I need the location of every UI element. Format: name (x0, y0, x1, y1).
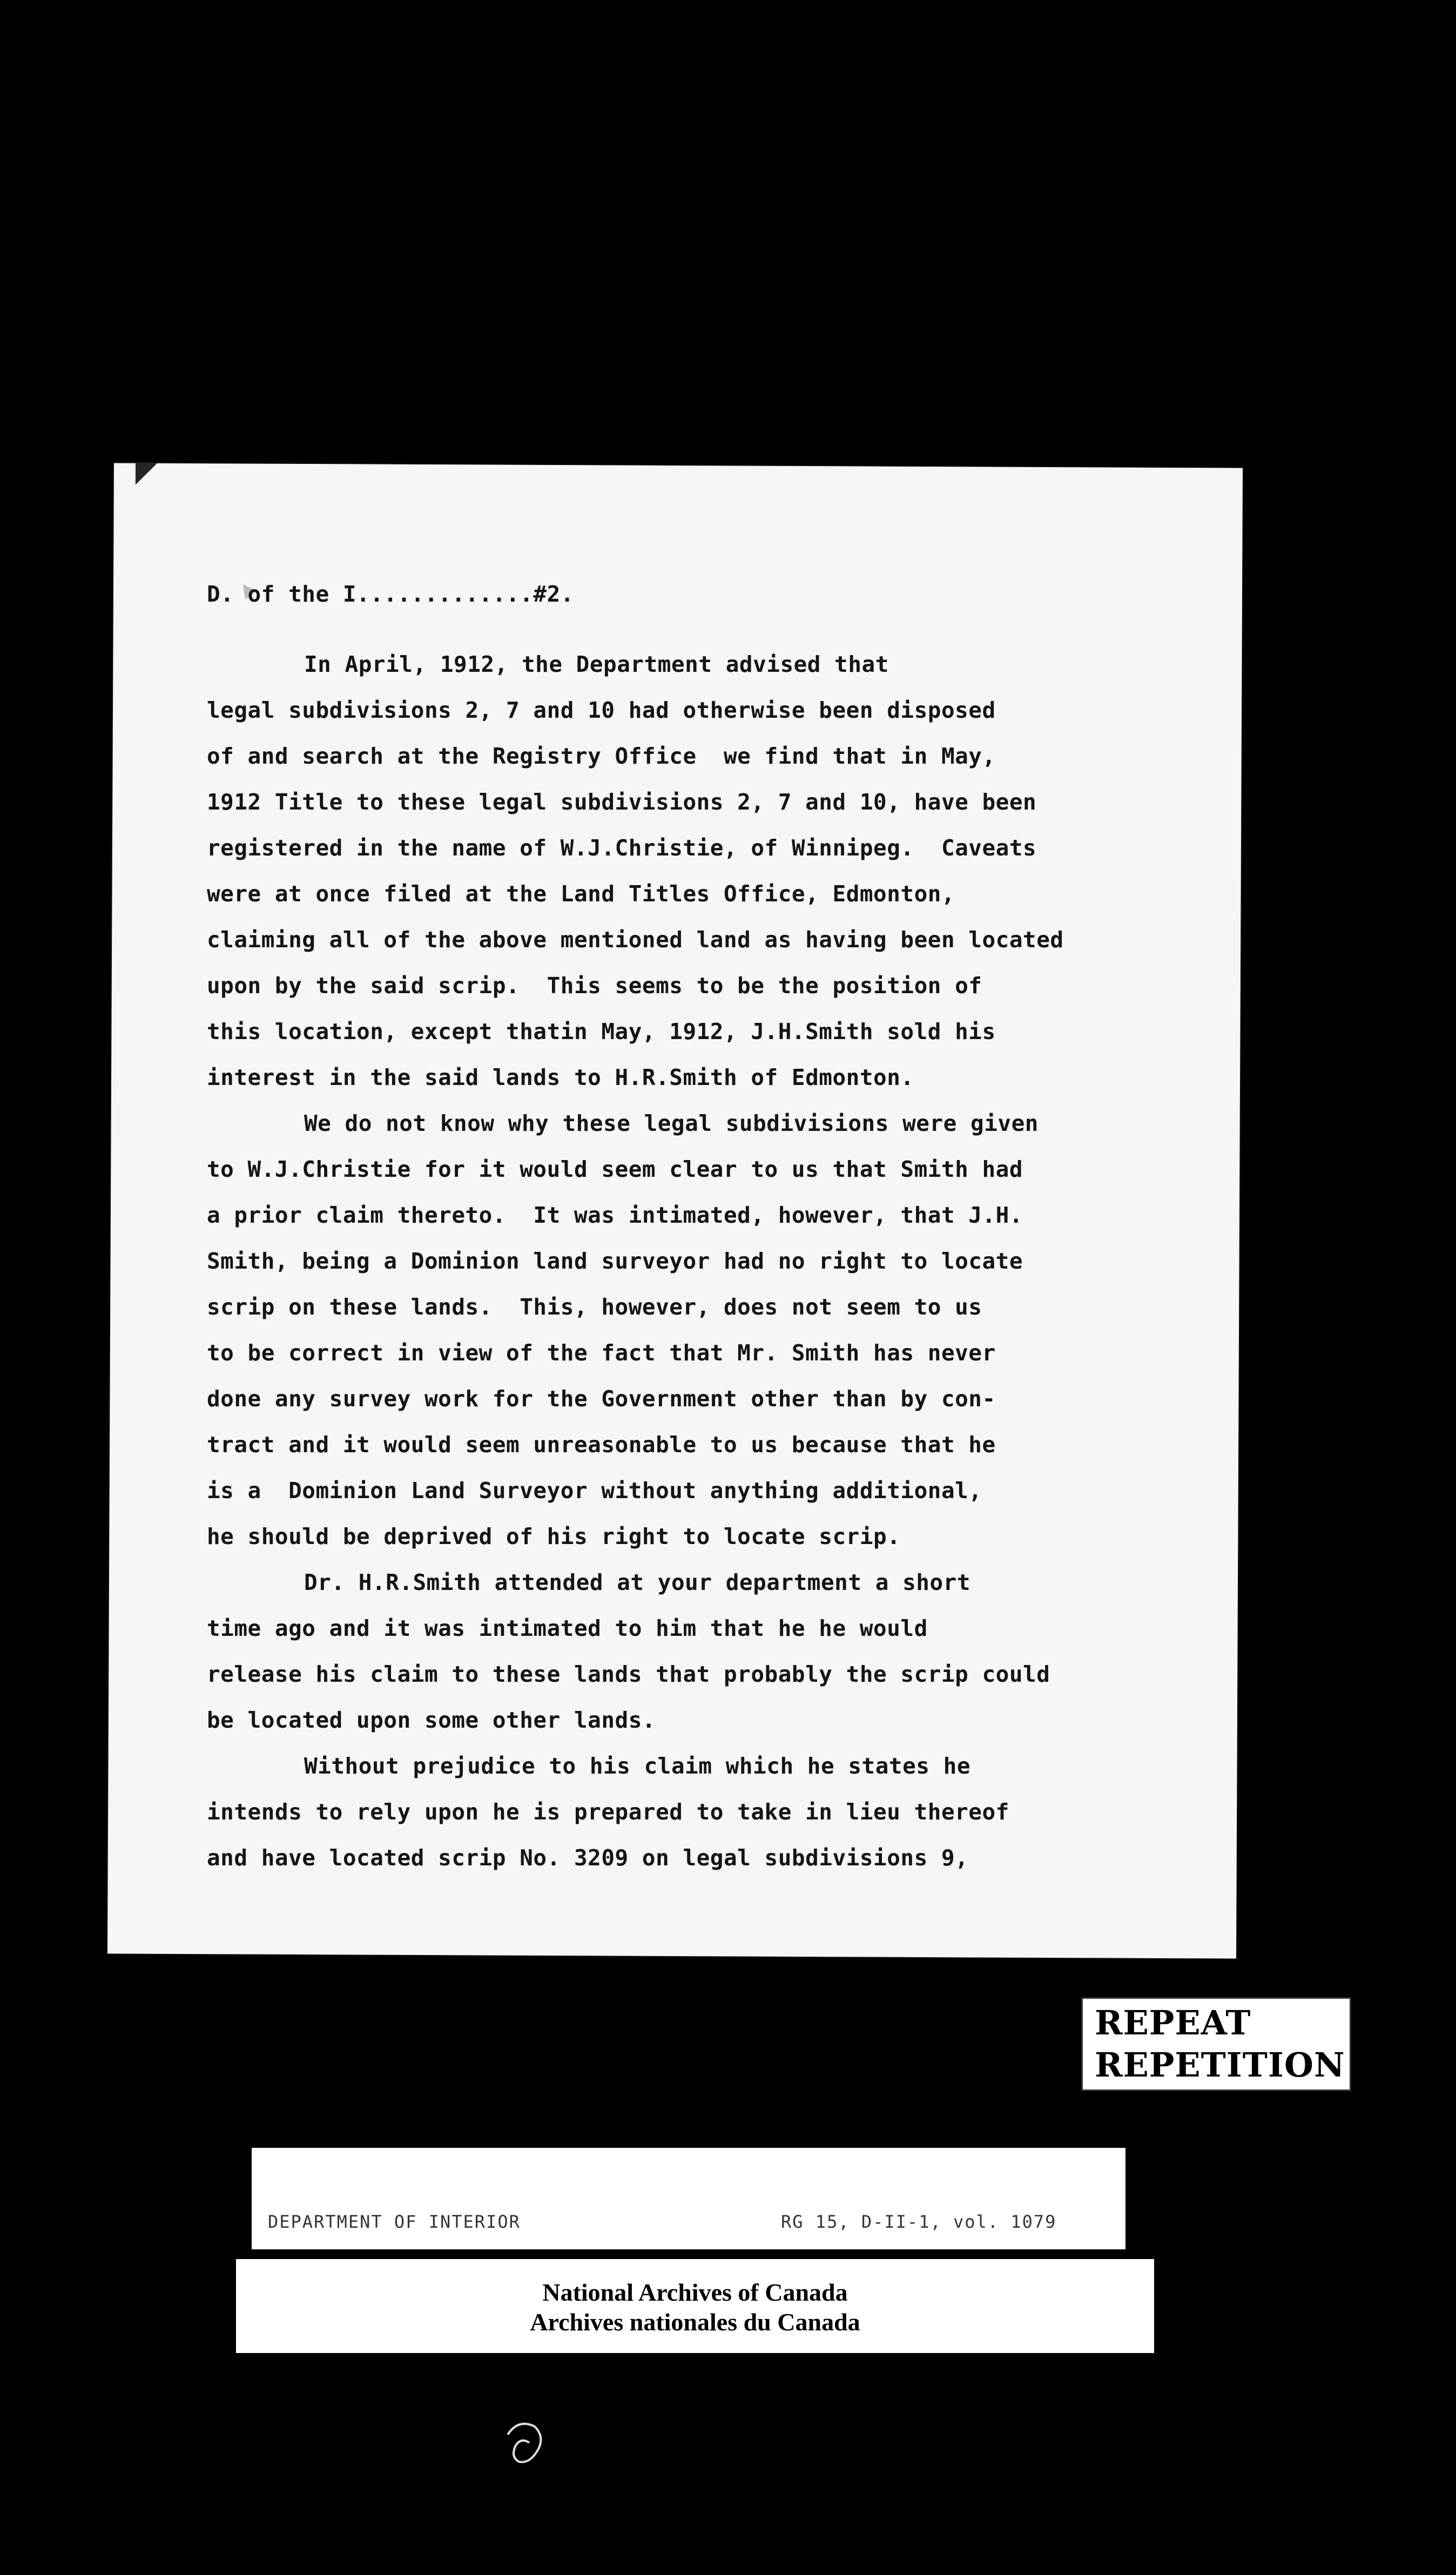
text-line: this location, except thatin May, 1912, J.H.Smith sold his (207, 1019, 996, 1044)
archives-name-fr: Archives nationales du Canada (530, 2308, 860, 2336)
text-line: he should be deprived of his right to locate scrip. (207, 1524, 901, 1549)
text-line: legal subdivisions 2, 7 and 10 had otherwise been disposed (207, 697, 996, 723)
text-line: registered in the name of W.J.Christie, of Winnipeg. Caveats (207, 835, 1037, 861)
text-line: a prior claim thereto. It was intimated, however, that J.H. (207, 1202, 1023, 1228)
text-line: Without prejudice to his claim which he states he (304, 1753, 971, 1779)
reference-label (252, 2148, 1125, 2249)
text-line: 1912 Title to these legal subdivisions 2, 7 and 10, have been (207, 789, 1037, 815)
stamp-line-fr: REPETITION (1095, 2045, 1345, 2085)
text-line: Smith, being a Dominion land surveyor had no right to locate (207, 1248, 1023, 1274)
archives-label (236, 2259, 1154, 2353)
text-line: is a Dominion Land Surveyor without anything additional, (207, 1478, 982, 1504)
clip-mark-icon (497, 2413, 551, 2472)
text-line: tract and it would seem unreasonable to us because that he (207, 1432, 996, 1458)
text-line: claiming all of the above mentioned land as having been located (207, 927, 1064, 953)
text-line: time ago and it was intimated to him that he he would (207, 1615, 928, 1641)
folded-corner (136, 463, 157, 485)
text-line: We do not know why these legal subdivisions were given (304, 1110, 1039, 1136)
text-line: release his claim to these lands that probably the scrip could (207, 1661, 1050, 1687)
text-line: In April, 1912, the Department advised that (304, 651, 889, 677)
text-line: of and search at the Registry Office we find that in May, (207, 743, 996, 769)
archives-name-en: National Archives of Canada (542, 2279, 848, 2306)
text-line: upon by the said scrip. This seems to be the position of (207, 973, 982, 999)
text-line: intends to rely upon he is prepared to take in lieu thereof (207, 1799, 1009, 1825)
text-line: and have located scrip No. 3209 on legal subdivisions 9, (207, 1845, 969, 1871)
text-line: done any survey work for the Government other than by con- (207, 1386, 996, 1412)
record-group: RG 15, D-II-1, vol. 1079 (781, 2212, 1057, 2233)
repeat-stamp (1081, 1997, 1351, 2091)
text-line: to W.J.Christie for it would seem clear to us that Smith had (207, 1156, 1023, 1182)
text-line: interest in the said lands to H.R.Smith of Edmonton. (207, 1064, 914, 1090)
text-line: be located upon some other lands. (207, 1707, 656, 1733)
department-en: DEPARTMENT OF INTERIOR (268, 2212, 521, 2233)
page-header: D. of the I.............#2. (207, 581, 574, 607)
text-line: Dr. H.R.Smith attended at your department a short (304, 1569, 971, 1595)
text-line: were at once filed at the Land Titles Office, Edmonton, (207, 881, 955, 907)
text-line: to be correct in view of the fact that Mr. Smith has never (207, 1340, 996, 1366)
stamp-line-en: REPEAT (1095, 2003, 1251, 2043)
text-line: scrip on these lands. This, however, does not seem to us (207, 1294, 982, 1320)
